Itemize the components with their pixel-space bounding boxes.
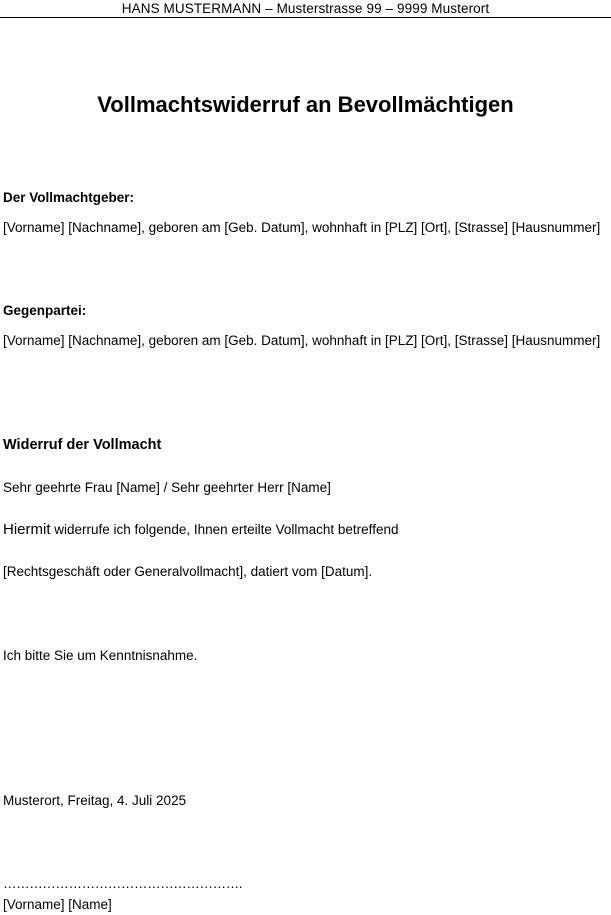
salutation: Sehr geehrte Frau [Name] / Sehr geehrter Herr [Name] <box>3 480 331 495</box>
signature-line: ………………………………………………. <box>3 876 243 891</box>
place-date: Musterort, Freitag, 4. Juli 2025 <box>3 793 187 808</box>
body-rest: widerrufe ich folgende, Ihnen erteilte Vollmacht betreffend <box>50 522 399 537</box>
grantor-details: [Vorname] [Nachname], geboren am [Geb. Datum], wohnhaft in [PLZ] [Ort], [Strasse] [Hausnummer] <box>3 220 601 235</box>
signature-name: [Vorname] [Name] <box>3 897 112 912</box>
counterparty-label: Gegenpartei: <box>3 303 87 318</box>
letterhead: HANS MUSTERMANN – Musterstrasse 99 – 9999 Musterort <box>0 0 611 18</box>
counterparty-details: [Vorname] [Nachname], geboren am [Geb. Datum], wohnhaft in [PLZ] [Ort], [Strasse] [Hausnummer] <box>3 333 601 348</box>
section-title: Widerruf der Vollmacht <box>3 437 162 453</box>
document-title: Vollmachtswiderruf an Bevollmächtigen <box>97 92 514 117</box>
grantor-label: Der Vollmachtgeber: <box>3 190 135 205</box>
body-paragraph-line1 <box>3 521 398 539</box>
body-first-word: Hiermit <box>3 521 51 538</box>
body-paragraph-line2: [Rechtsgeschäft oder Generalvollmacht], datiert vom [Datum]. <box>3 564 373 579</box>
closing-line: Ich bitte Sie um Kenntnisnahme. <box>3 648 198 663</box>
